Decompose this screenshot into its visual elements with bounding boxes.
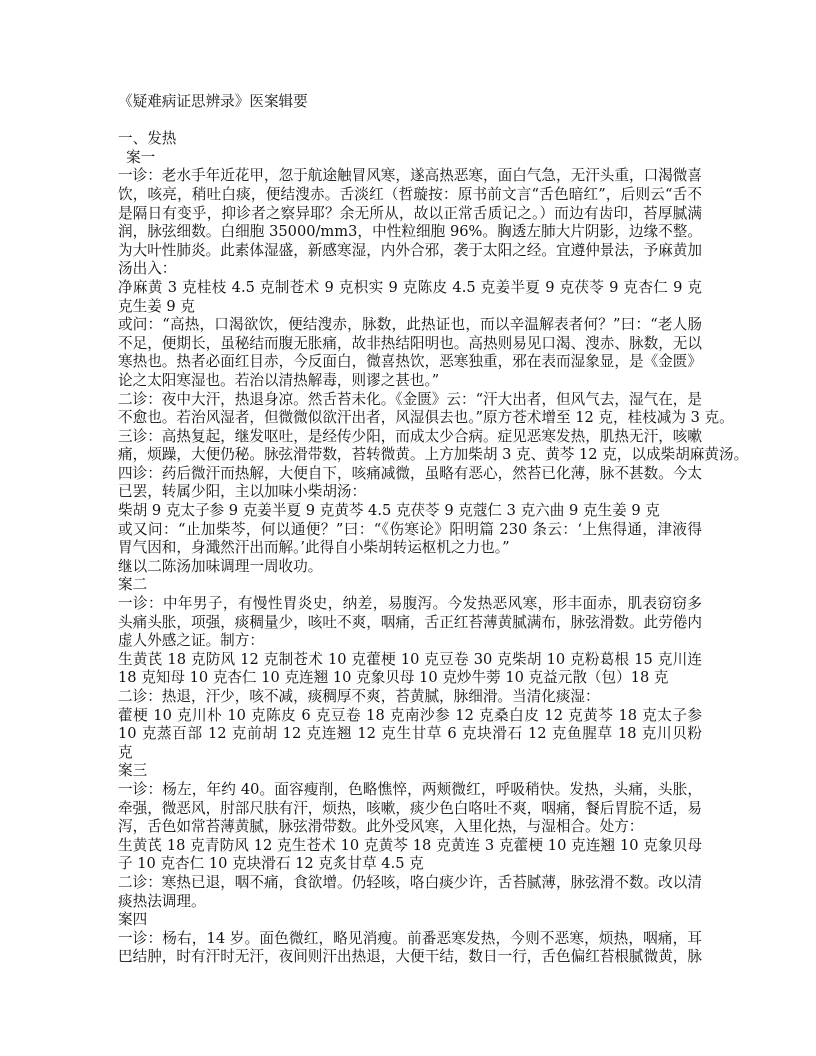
text-line: 牵强，微恶风，肘部尺肤有汗，烦热，咳嗽，痰少色白咯吐不爽，咽痛，餐后胃脘不适，易 — [118, 799, 702, 817]
case-heading — [118, 576, 702, 595]
text-line: 头痛头胀，项强，痰稠量少，咳吐不爽，咽痛，舌正红苔薄黄腻满布，脉弦滑数。此劳倦内 — [118, 613, 702, 631]
text-line: 子 10 克杏仁 10 克块滑石 12 克炙甘草 4.5 克 — [118, 855, 424, 873]
paragraph — [118, 707, 702, 763]
paragraph — [118, 465, 702, 502]
paragraph — [118, 651, 702, 688]
text-line: 虚人外感之证。制方： — [118, 632, 264, 650]
case-heading — [118, 149, 702, 168]
document-page — [118, 93, 749, 967]
text-line: 一诊：中年男子，有慢性胃炎史，纳差，易腹泻。今发热恶风寒，形丰面赤，肌表窃窃多 — [118, 595, 702, 613]
text-line: 为大叶性肺炎。此素体湿盛，新感寒湿，内外合邪，袭于太阳之经。宜遵仲景法，予麻黄加 — [118, 241, 702, 259]
paragraph — [118, 521, 702, 558]
text-line: 或又问：“止加柴芩，何以通便？”曰：“《伤寒论》阳明篇 230 条云：‘上焦得通，津液得 — [118, 520, 702, 538]
text-line: 痛，烦躁，大便仍秘。脉弦滑带数，苔转微黄。上方加柴胡 3 克、黄芩 12 克，以成柴胡麻黄汤。 — [118, 446, 749, 464]
text-line: 一诊：杨右，14 岁。面色微红，略见消瘦。前番恶寒发热，今则不恶寒，烦热，咽痛，耳 — [118, 929, 702, 947]
text-line: 论之太阳寒湿也。若治以清热解毒，则谬之甚也。” — [118, 371, 440, 389]
text-line: 寒热也。热者必面红目赤，今反面白，微喜热饮，恶寒独重，邪在表而湿象显，是《金匮》 — [118, 353, 702, 371]
text-line: 四诊：药后微汗而热解，大便自下，咳痛减微，虽略有恶心，然苔已化薄，脉不甚数。今太 — [118, 464, 702, 482]
text-line: 饮，咳亮，稍吐白痰，便结溲赤。舌淡红（哲璇按：原书前文言“舌色暗红”，后则云“舌不 — [118, 185, 702, 203]
text-line: 一诊：杨左，年约 40。面容瘦削，色略憔悴，两颊微红，呼吸稍快。发热，头痛，头胀， — [118, 780, 702, 798]
text-line: 润，脉弦细数。白细胞 35000/mm3，中性粒细胞 96%。胸透左肺大片阴影，边缘不整。 — [118, 223, 702, 241]
text-line: 生黄芪 18 克青防风 12 克生苍术 10 克黄芩 18 克黄连 3 克藿梗 10 克连翘 10 克象贝母 — [118, 836, 702, 854]
text-line: 胃气因和，身濈然汗出而解。’此得自小柴胡转运枢机之力也。” — [118, 539, 510, 557]
text-line: 藿梗 10 克川朴 10 克陈皮 6 克豆卷 18 克南沙参 12 克桑白皮 12 克黄芩 18 克太子参 — [118, 706, 702, 724]
paragraph — [118, 595, 702, 651]
text-line: 10 克蒸百部 12 克前胡 12 克连翘 12 克生甘草 6 克块滑石 12 克鱼腥草 18 克川贝粉 — [118, 725, 702, 743]
paragraph — [118, 930, 702, 967]
text-line: 案三 — [118, 762, 148, 780]
paragraph — [118, 781, 702, 837]
text-line: 案一 — [126, 148, 156, 166]
text-line: 一、发热 — [118, 130, 177, 148]
paragraph — [118, 502, 702, 521]
text-line: 泻，舌色如常苔薄黄腻，脉弦滑带数。此外受风寒，入里化热，与湿相合。处方： — [118, 818, 644, 836]
paragraph — [118, 837, 702, 874]
text-line: 不足，便期长，虽秘结而腹无胀痛，故非热结阳明也。高热则易见口渴、溲赤、脉数，无以 — [118, 334, 702, 352]
paragraph — [118, 167, 702, 279]
text-line: 二诊：寒热已退，咽不痛，食欲增。仍轻咳，咯白痰少许，舌苔腻薄，脉弦滑不数。改以清 — [118, 873, 702, 891]
text-line: 继以二陈汤加味调理一周收功。 — [118, 557, 323, 575]
text-line: 柴胡 9 克太子参 9 克姜半夏 9 克黄芩 4.5 克茯苓 9 克蔻仁 3 克六曲 9 克生姜 9 克 — [118, 502, 660, 520]
document-title: 《疑难病证思辨录》医案辑要 — [118, 93, 308, 110]
text-line: 痰热法调理。 — [118, 892, 206, 910]
paragraph — [118, 279, 702, 316]
text-line: 三诊：高热复起，继发呕吐，是经传少阳，而成太少合病。症见恶寒发热，肌热无汗，咳嗽 — [118, 427, 702, 445]
text-line: 案四 — [118, 911, 148, 929]
text-line: 一诊：老水手年近花甲，忽于航途触冒风寒，遂高热恶寒，面白气急，无汗头重，口渴微喜 — [118, 167, 702, 185]
paragraph — [118, 316, 702, 390]
text-line: 克 — [118, 743, 133, 761]
text-line: 巴结肿，时有汗时无汗，夜间则汗出热退，大便干结，数日一行，舌色偏红苔根腻微黄，脉 — [118, 948, 702, 966]
paragraph — [118, 688, 702, 707]
text-line: 生黄芪 18 克防风 12 克制苍术 10 克藿梗 10 克豆卷 30 克柴胡 10 克粉葛根 15 克川连 — [118, 650, 702, 668]
text-line: 二诊：夜中大汗，热退身凉。然舌苔未化。《金匮》云：“汗大出者，但风气去，湿气在，是 — [118, 390, 702, 408]
case-heading — [118, 762, 702, 781]
text-line: 或问：“高热，口渴欲饮，便结溲赤，脉数，此热证也，而以辛温解表者何？”曰：“老人肠 — [118, 316, 702, 334]
text-line: 克生姜 9 克 — [118, 297, 195, 315]
paragraph — [118, 874, 702, 911]
document-body — [118, 130, 749, 967]
paragraph — [118, 427, 749, 465]
text-line: 是隔日有变乎，抑诊者之察异耶？余无所从，故以正常舌质记之。）而边有齿印，苔厚腻满 — [118, 204, 702, 222]
text-line: 汤出入： — [118, 260, 177, 278]
text-line: 不愈也。若治风湿者，但微微似欲汗出者，风湿俱去也。”原方苍术增至 12 克，桂枝减为 3 克。 — [118, 409, 734, 427]
section-heading — [118, 130, 702, 149]
paragraph — [118, 558, 702, 577]
paragraph — [118, 390, 734, 428]
case-heading — [118, 911, 702, 930]
text-line: 18 克知母 10 克杏仁 10 克连翘 10 克象贝母 10 克炒牛蒡 10 克益元散（包）18 克 — [118, 669, 669, 687]
text-line: 净麻黄 3 克桂枝 4.5 克制苍术 9 克枳实 9 克陈皮 4.5 克姜半夏 9 克茯苓 9 克杏仁 9 克 — [118, 278, 702, 296]
text-line: 案二 — [118, 576, 148, 594]
text-line: 二诊：热退，汗少，咳不减，痰稠厚不爽，苔黄腻，脉细滑。当清化痰湿： — [118, 688, 600, 705]
text-line: 已罢，转属少阳，主以加味小柴胡汤： — [118, 483, 367, 501]
